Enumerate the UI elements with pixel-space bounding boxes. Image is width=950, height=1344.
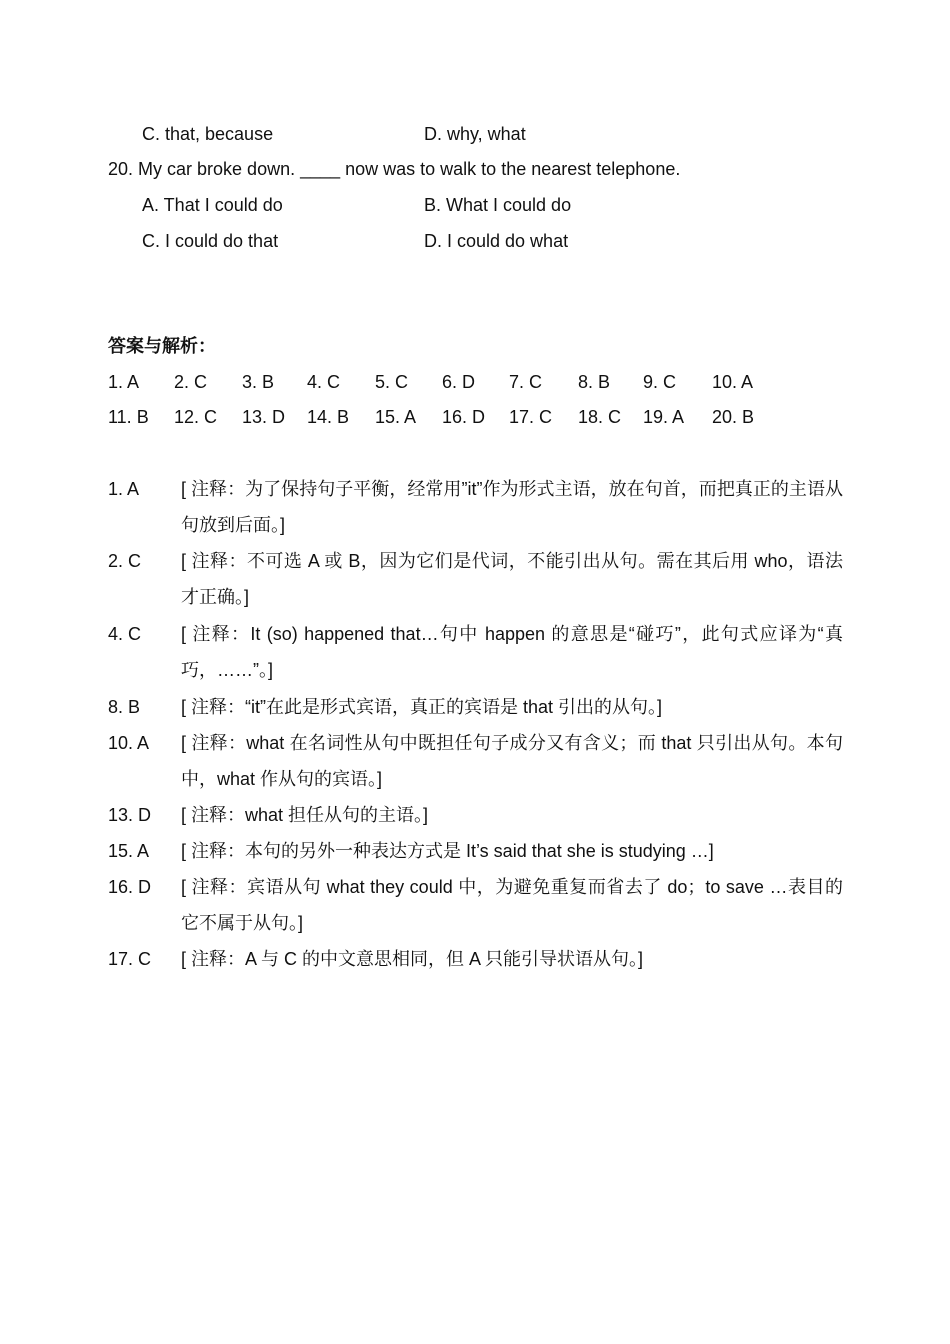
note-text: [ 注释：what 担任从句的主语。] [181, 805, 429, 825]
answer-key-item: 5. C [375, 372, 409, 392]
answer-key-row-2 [108, 405, 848, 429]
note-number: 1. A [108, 479, 140, 499]
answer-key-item: 19. A [643, 407, 685, 427]
answer-key-item: 14. B [307, 407, 350, 427]
note-number: 13. D [108, 805, 152, 825]
q20-option-b: B. What I could do [424, 195, 572, 215]
note-text: [ 注释：宾语从句 what they could 中，为避免重复而省去了 do；to save …表目的它不属于从句。] [181, 877, 843, 933]
answer-key-item: 12. C [174, 407, 218, 427]
note-number: 16. D [108, 877, 152, 897]
answers-section-title: 答案与解析： [108, 336, 216, 357]
q19-option-d: D. why, what [424, 124, 526, 144]
note-number: 15. A [108, 841, 150, 861]
answer-key-item: 6. D [442, 372, 476, 392]
answer-key-item: 16. D [442, 407, 486, 427]
note-text: [ 注释：It (so) happened that…句中 happen 的意思是“碰巧”，此句式应译为“真巧，……”。] [181, 624, 843, 680]
q20-option-d: D. I could do what [424, 231, 569, 251]
note-text: [ 注释：what 在名词性从句中既担任句子成分又有含义；而 that 只引出从句。本句中，what 作从句的宾语。] [181, 733, 843, 789]
q20-option-c: C. I could do that [142, 231, 279, 251]
answer-key-item: 3. B [242, 372, 275, 392]
q20-option-a: A. That I could do [142, 195, 283, 215]
note-text: [ 注释：“it”在此是形式宾语，真正的宾语是 that 引出的从句。] [181, 697, 663, 717]
answer-key-item: 1. A [108, 372, 140, 392]
note-number: 4. C [108, 624, 142, 644]
answer-key-item: 9. C [643, 372, 677, 392]
answer-key-item: 7. C [509, 372, 543, 392]
note-number: 17. C [108, 949, 152, 969]
answer-key-row-1 [108, 370, 848, 394]
answer-key-item: 18. C [578, 407, 622, 427]
answer-key-item: 15. A [375, 407, 417, 427]
note-text: [ 注释：A 与 C 的中文意思相同，但 A 只能引导状语从句。] [181, 949, 644, 969]
answer-key-item: 4. C [307, 372, 341, 392]
answer-key-item: 2. C [174, 372, 208, 392]
answer-key-item: 13. D [242, 407, 286, 427]
answer-key-item: 8. B [578, 372, 611, 392]
note-text: [ 注释：本句的另外一种表达方式是 It’s said that she is studying …] [181, 841, 714, 861]
note-text: [ 注释：为了保持句子平衡，经常用”it”作为形式主语，放在句首，而把真正的主语从句放到后面。] [181, 479, 843, 535]
note-number: 8. B [108, 697, 141, 717]
q19-option-c: C. that, because [142, 124, 274, 144]
answer-key-item: 17. C [509, 407, 553, 427]
note-number: 2. C [108, 551, 142, 571]
note-number: 10. A [108, 733, 150, 753]
answer-key-item: 20. B [712, 407, 755, 427]
q20-stem: 20. My car broke down. ____ now was to walk to the nearest telephone. [108, 159, 681, 179]
answer-key-item: 10. A [712, 372, 754, 392]
note-text: [ 注释：不可选 A 或 B，因为它们是代词，不能引出从句。需在其后用 who，语法才正确。] [181, 551, 843, 607]
answer-key-item: 11. B [108, 407, 149, 427]
